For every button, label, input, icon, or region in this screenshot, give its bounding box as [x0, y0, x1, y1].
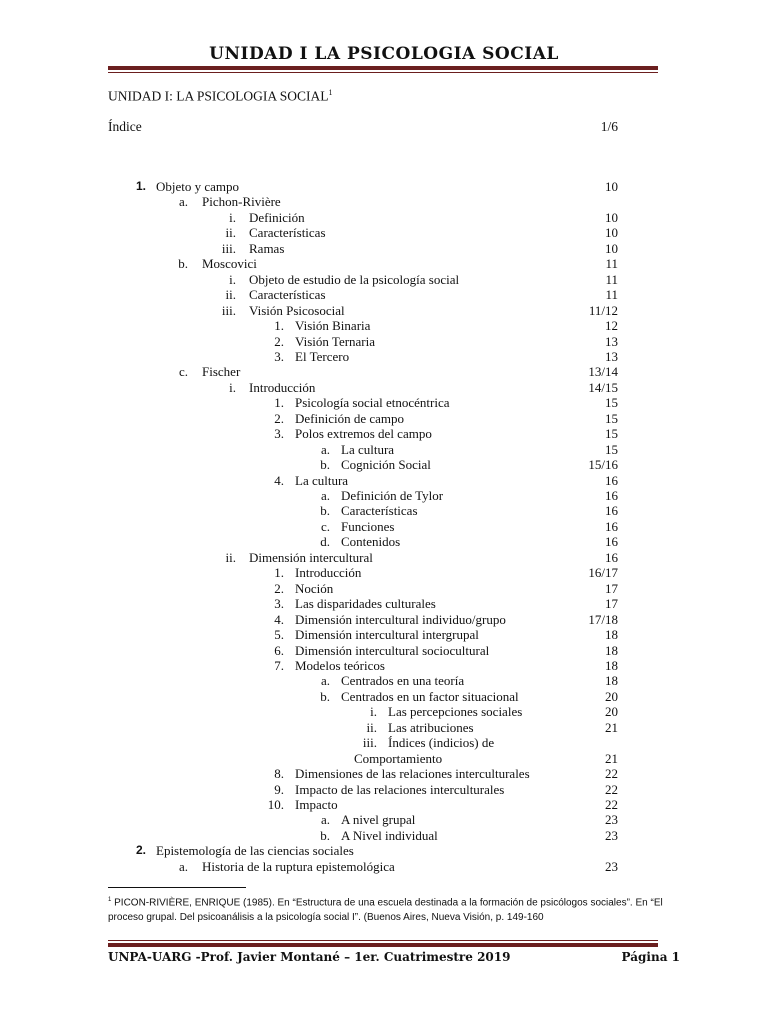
- toc-entry-page: 18: [605, 657, 618, 673]
- toc-entry-label: Centrados en un factor situacional: [341, 688, 519, 704]
- toc-entry-number: a.: [320, 488, 330, 503]
- toc-entry[interactable]: [0, 364, 768, 379]
- toc-entry-label: Visión Binaria: [295, 318, 371, 334]
- toc-entry[interactable]: [0, 673, 768, 688]
- toc-entry[interactable]: [0, 241, 768, 256]
- toc-entry[interactable]: [0, 442, 768, 457]
- toc-entry[interactable]: [0, 210, 768, 225]
- toc-entry-page: 11: [605, 256, 618, 272]
- toc-entry-number: i.: [229, 379, 236, 395]
- toc-entry-label: La cultura: [295, 472, 349, 488]
- toc-entry-page: 10: [605, 225, 618, 241]
- toc-entry-label: Historia de la ruptura epistemológica: [202, 858, 395, 874]
- toc-entry-label: Noción: [295, 580, 334, 596]
- toc-entry-label: Centrados en una teoría: [341, 673, 465, 689]
- toc-entry-page: 11: [605, 271, 618, 287]
- toc-entry-page: 15: [605, 441, 618, 457]
- toc-entry-label: A Nivel individual: [341, 827, 438, 843]
- toc-entry-label: Definición: [249, 209, 305, 225]
- toc-entry[interactable]: [0, 596, 768, 611]
- toc-entry[interactable]: [0, 256, 768, 271]
- toc-entry-page: 13: [605, 333, 618, 349]
- toc-entry[interactable]: [0, 766, 768, 781]
- toc-entry-number: b.: [178, 256, 188, 272]
- toc-entry-number: i.: [370, 704, 377, 720]
- toc-entry-label: Modelos teóricos: [295, 657, 385, 673]
- footnote-separator: [108, 887, 246, 888]
- toc-entry[interactable]: [0, 426, 768, 441]
- toc-entry-page: 21: [605, 750, 618, 766]
- toc-entry-number: ii.: [225, 287, 236, 303]
- toc-entry-number: b.: [320, 827, 330, 843]
- toc-entry-number: i.: [229, 209, 236, 225]
- toc-entry-page: 16: [605, 534, 618, 550]
- toc-entry[interactable]: [0, 287, 768, 302]
- toc-entry-page: 17/18: [588, 611, 618, 627]
- toc-entry-page: 15: [605, 410, 618, 426]
- toc-entry-number: 9.: [274, 781, 284, 797]
- toc-entry-page: 15: [605, 395, 618, 411]
- toc-entry-page: 16: [605, 518, 618, 534]
- toc-entry-page: 11: [605, 287, 618, 303]
- toc-entry-page: 16/17: [588, 565, 618, 581]
- toc-entry-label: Contenidos: [341, 534, 401, 550]
- toc-entry-page: 12: [605, 318, 618, 334]
- toc-entry-label: Polos extremos del campo: [295, 426, 432, 442]
- page-header-title: UNIDAD I LA PSICOLOGIA SOCIAL: [209, 44, 559, 64]
- footnote-ref[interactable]: 1: [328, 88, 333, 97]
- toc-entry-label: Cognición Social: [341, 457, 431, 473]
- toc-entry-label: Pichon-Rivière: [202, 194, 281, 210]
- toc-entry-page: 17: [605, 596, 618, 612]
- index-label: Índice: [108, 119, 142, 134]
- toc-entry-label: El Tercero: [295, 348, 350, 364]
- toc-entry-page: 10: [605, 240, 618, 256]
- toc-entry-number: 1.: [274, 395, 284, 411]
- toc-entry-page: 14/15: [588, 379, 618, 395]
- toc-entry-number: a.: [320, 673, 330, 689]
- toc-entry-label: Psicología social etnocéntrica: [295, 395, 450, 411]
- toc-entry-page: 13/14: [588, 364, 618, 380]
- toc-entry-number: ii.: [366, 719, 377, 735]
- document-title-text: UNIDAD I: LA PSICOLOGIA SOCIAL: [108, 88, 329, 104]
- toc-entry-page: 18: [605, 627, 618, 643]
- toc-entry-label: Dimensión intercultural: [249, 549, 373, 565]
- index-page: 1/6: [600, 119, 618, 134]
- toc-entry-page: 18: [605, 673, 618, 689]
- toc-entry-label: Moscovici: [202, 256, 257, 272]
- toc-entry[interactable]: [0, 720, 768, 735]
- toc-entry-label: Características: [249, 225, 326, 241]
- toc-entry-label: Las disparidades culturales: [295, 596, 436, 612]
- toc-entry-label: Epistemología de las ciencias sociales: [156, 843, 354, 859]
- toc-entry[interactable]: [0, 349, 768, 364]
- toc-entry-page: 17: [605, 580, 618, 596]
- toc-entry-page: 16: [605, 488, 618, 503]
- toc-entry-page: 20: [605, 704, 618, 720]
- toc-entry-number: 2.: [135, 843, 146, 858]
- toc-entry-number: a.: [320, 441, 330, 457]
- toc-entry-number: d.: [320, 534, 330, 550]
- toc-entry[interactable]: [0, 272, 768, 287]
- toc-entry-label: Definición de campo: [295, 410, 405, 426]
- toc-entry-page: 10: [605, 209, 618, 225]
- toc-entry[interactable]: [0, 859, 768, 874]
- toc-entry-page: 11/12: [588, 302, 618, 318]
- toc-entry-number: b.: [320, 503, 330, 519]
- toc-entry[interactable]: [0, 704, 768, 719]
- toc-entry[interactable]: [0, 627, 768, 642]
- toc-entry-page: 18: [605, 642, 618, 658]
- toc-entry[interactable]: [0, 751, 768, 766]
- toc-entry-page: 16: [605, 472, 618, 488]
- toc-entry[interactable]: [0, 194, 768, 209]
- toc-entry-page: 13: [605, 348, 618, 364]
- toc-entry-number: 3.: [274, 426, 284, 442]
- toc-entry-label: Características: [249, 287, 326, 303]
- toc-entry[interactable]: [0, 395, 768, 410]
- toc-entry-number: ii.: [225, 225, 236, 241]
- toc-entry-label: Impacto: [295, 797, 338, 812]
- toc-entry-label: Comportamiento: [354, 750, 443, 766]
- toc-entry-number: b.: [320, 688, 330, 704]
- toc-entry-label: A nivel grupal: [341, 812, 416, 828]
- toc-entry[interactable]: [0, 473, 768, 488]
- footer-course-info: UNPA-UARG -Prof. Javier Montané – 1er. Cuatrimestre 2019: [108, 950, 511, 964]
- toc-entry-number: c.: [320, 518, 330, 534]
- toc-entry-page: 10: [605, 179, 618, 194]
- toc-entry[interactable]: [0, 689, 768, 704]
- header-rule: [108, 66, 658, 73]
- toc-entry-page: 16: [605, 503, 618, 519]
- toc-entry[interactable]: [0, 550, 768, 565]
- index-row: [108, 119, 618, 135]
- toc-entry[interactable]: [0, 735, 768, 750]
- toc-entry[interactable]: [0, 581, 768, 596]
- toc-entry-label: Funciones: [341, 518, 395, 534]
- toc-entry[interactable]: [0, 812, 768, 827]
- toc-entry-page: 20: [605, 688, 618, 704]
- toc-entry-label: La cultura: [341, 441, 395, 457]
- toc-entry-label: Impacto de las relaciones interculturales: [295, 781, 505, 797]
- toc-entry-page: 23: [605, 858, 618, 874]
- toc-entry-number: 2.: [274, 580, 284, 596]
- toc-entry-number: 1.: [135, 179, 146, 193]
- toc-entry-page: 22: [605, 781, 618, 797]
- footer-page-number: Página 1: [621, 950, 680, 964]
- toc-entry-page: 15: [605, 426, 618, 442]
- document-title: [108, 88, 333, 105]
- toc-entry-number: 10.: [267, 797, 284, 812]
- toc-entry-page: 22: [605, 797, 618, 812]
- toc-entry-number: c.: [178, 364, 188, 380]
- toc-entry[interactable]: [0, 318, 768, 333]
- toc-entry-number: iii.: [221, 302, 236, 318]
- toc-entry-page: 23: [605, 812, 618, 828]
- toc-entry-label: Dimensiones de las relaciones interculturales: [295, 766, 530, 782]
- toc-entry[interactable]: [0, 643, 768, 658]
- toc-entry-number: a.: [178, 194, 188, 210]
- toc-entry-label: Las atribuciones: [388, 719, 474, 735]
- toc-entry[interactable]: [0, 565, 768, 580]
- toc-entry-number: 8.: [274, 766, 284, 782]
- toc-entry[interactable]: [0, 488, 768, 503]
- toc-entry-number: iii.: [362, 735, 377, 751]
- toc-entry-label: Introducción: [295, 565, 362, 581]
- toc-entry[interactable]: [0, 828, 768, 843]
- toc-entry-label: Definición de Tylor: [341, 488, 444, 503]
- toc-entry-number: ii.: [225, 549, 236, 565]
- footnote-marker: 1: [108, 897, 112, 903]
- toc-entry-label: Dimensión intercultural sociocultural: [295, 642, 490, 658]
- toc-entry-number: 4.: [274, 472, 284, 488]
- toc-entry-page: 16: [605, 549, 618, 565]
- toc-entry-number: 6.: [274, 642, 284, 658]
- toc-entry-number: iii.: [221, 240, 236, 256]
- toc-entry-label: Objeto de estudio de la psicología social: [249, 271, 460, 287]
- toc-entry[interactable]: [0, 843, 768, 858]
- footnote: [108, 893, 663, 925]
- toc-entry[interactable]: [0, 457, 768, 472]
- toc-entry-page: 21: [605, 719, 618, 735]
- footnote-text: PICON-RIVIÈRE, ENRIQUE (1985). En “Estructura de una escuela destinada a la formación de psicólogos sociales”. En “El proceso grupal. Del psicoanálisis a la psicología social I”. (Buenos Aires, Nueva Visión, p. 149-160: [108, 897, 663, 924]
- toc-entry-label: Objeto y campo: [156, 179, 240, 194]
- toc-entry-number: i.: [229, 271, 236, 287]
- toc-entry-label: Introducción: [249, 379, 316, 395]
- toc-entry[interactable]: [0, 519, 768, 534]
- toc-entry[interactable]: [0, 303, 768, 318]
- toc-entry[interactable]: [0, 534, 768, 549]
- toc-entry-number: 4.: [274, 611, 284, 627]
- toc-entry-label: Fischer: [202, 364, 241, 380]
- toc-entry-label: Ramas: [249, 240, 285, 256]
- toc-entry[interactable]: [0, 179, 768, 194]
- footer-rule: [108, 940, 658, 947]
- toc-entry[interactable]: [0, 782, 768, 797]
- toc-entry-number: b.: [320, 457, 330, 473]
- toc-entry-number: 2.: [274, 333, 284, 349]
- toc-entry[interactable]: [0, 797, 768, 812]
- toc-entry-label: Visión Ternaria: [295, 333, 376, 349]
- toc-entry[interactable]: [0, 612, 768, 627]
- toc-entry-number: 1.: [274, 318, 284, 334]
- toc-entry-label: Visión Psicosocial: [249, 302, 345, 318]
- toc-entry-page: 22: [605, 766, 618, 782]
- toc-entry-number: 2.: [274, 410, 284, 426]
- toc-entry-number: a.: [320, 812, 330, 828]
- toc-entry-label: Índices (indicios) de: [388, 735, 495, 751]
- toc-entry-number: 1.: [274, 565, 284, 581]
- toc-entry-number: a.: [178, 858, 188, 874]
- toc-entry[interactable]: [0, 658, 768, 673]
- toc-entry[interactable]: [0, 334, 768, 349]
- toc-entry-label: Dimensión intercultural individuo/grupo: [295, 611, 506, 627]
- toc-entry[interactable]: [0, 411, 768, 426]
- toc-entry-number: 3.: [274, 596, 284, 612]
- toc-entry-page: 23: [605, 827, 618, 843]
- toc-entry-number: 3.: [274, 348, 284, 364]
- toc-entry[interactable]: [0, 380, 768, 395]
- toc-entry-label: Dimensión intercultural intergrupal: [295, 627, 479, 643]
- toc-entry-number: 7.: [274, 657, 284, 673]
- toc-entry-label: Las percepciones sociales: [388, 704, 523, 720]
- toc-entry-number: 5.: [274, 627, 284, 643]
- toc-entry-page: 15/16: [588, 457, 618, 473]
- toc-entry[interactable]: [0, 503, 768, 518]
- toc-entry-label: Características: [341, 503, 418, 519]
- toc-entry[interactable]: [0, 225, 768, 240]
